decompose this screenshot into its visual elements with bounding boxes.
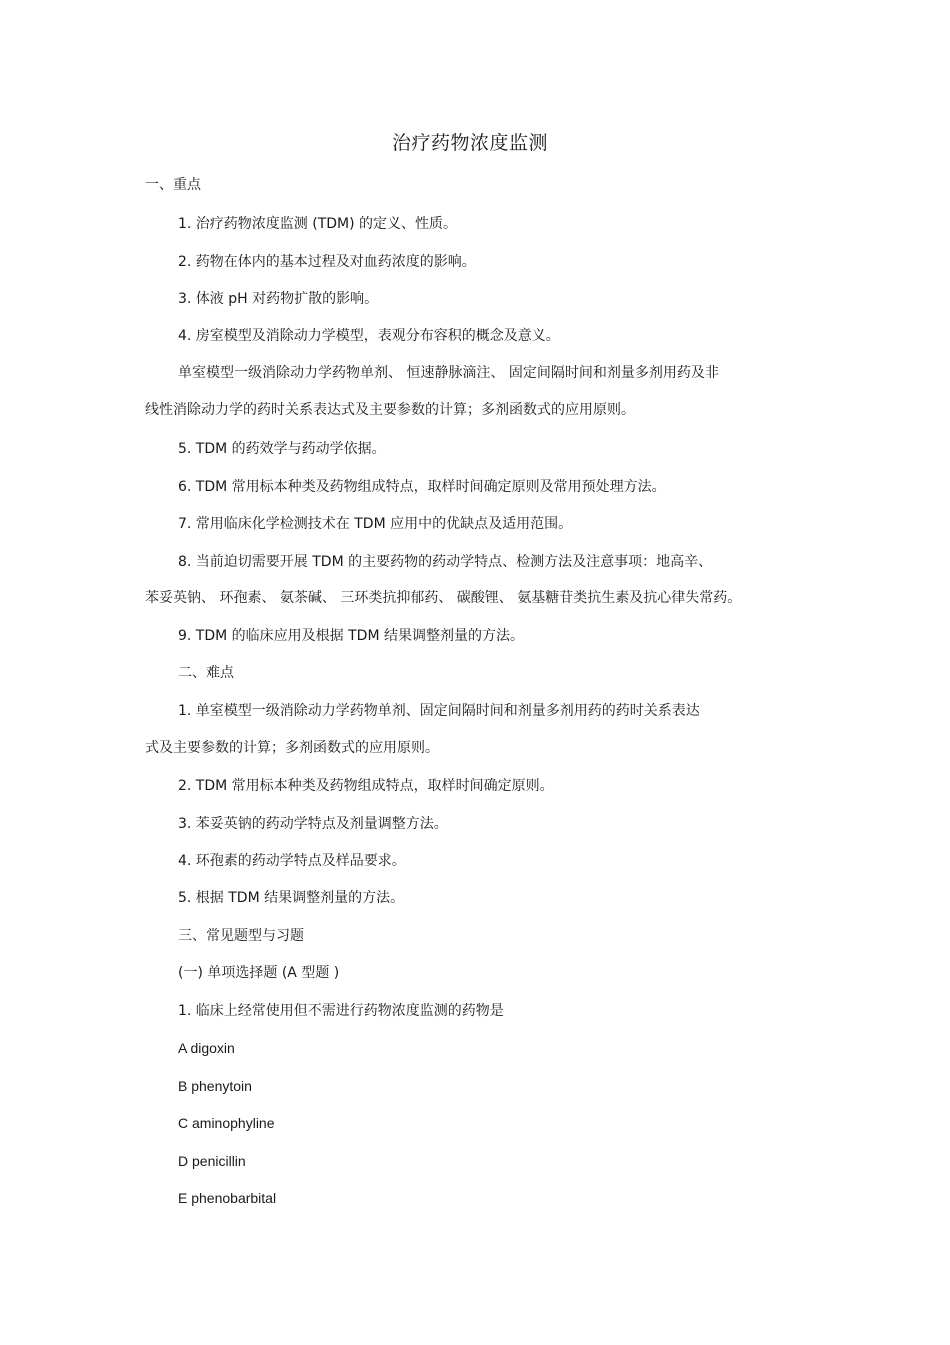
list-item: 7. 常用临床化学检测技术在 TDM 应用中的优缺点及适用范围。: [178, 516, 573, 532]
list-item: 5. TDM 的药效学与药动学依据。: [178, 441, 386, 457]
list-item: 4. 环孢素的药动学特点及样品要求。: [178, 853, 406, 869]
answer-option: B phenytoin: [178, 1078, 252, 1094]
list-item: 6. TDM 常用标本种类及药物组成特点，取样时间确定原则及常用预处理方法。: [178, 479, 666, 495]
answer-option: A digoxin: [178, 1040, 235, 1056]
list-item: 5. 根据 TDM 结果调整剂量的方法。: [178, 890, 405, 906]
paragraph-line: 式及主要参数的计算；多剂函数式的应用原则。: [145, 740, 439, 756]
answer-option: D penicillin: [178, 1153, 246, 1169]
list-item: 2. 药物在体内的基本过程及对血药浓度的影响。: [178, 254, 476, 270]
paragraph-line: 单室模型一级消除动力学药物单剂、 恒速静脉滴注、 固定间隔时间和剂量多剂用药及非: [178, 365, 719, 381]
list-item: 2. TDM 常用标本种类及药物组成特点，取样时间确定原则。: [178, 778, 554, 794]
list-item: 4. 房室模型及消除动力学模型，表观分布容积的概念及意义。: [178, 328, 560, 344]
paragraph-line: 线性消除动力学的药时关系表达式及主要参数的计算；多剂函数式的应用原则。: [145, 402, 635, 418]
section-heading-key-points: 一、重点: [145, 177, 201, 193]
subsection-heading: (一) 单项选择题 (A 型题 ): [178, 965, 340, 981]
section-heading-difficulties: 二、难点: [178, 665, 234, 681]
document-title: 治疗药物浓度监测: [391, 132, 548, 154]
answer-option: E phenobarbital: [178, 1190, 277, 1206]
list-item: 9. TDM 的临床应用及根据 TDM 结果调整剂量的方法。: [178, 628, 524, 644]
paragraph-line: 苯妥英钠、 环孢素、 氨茶碱、 三环类抗抑郁药、 碳酸锂、 氨基糖苷类抗生素及抗心律失常药。: [145, 590, 742, 606]
list-item: 3. 苯妥英钠的药动学特点及剂量调整方法。: [178, 816, 448, 832]
list-item: 3. 体液 pH 对药物扩散的影响。: [178, 291, 379, 307]
list-item: 1. 治疗药物浓度监测 (TDM) 的定义、性质。: [178, 216, 458, 232]
list-item: 8. 当前迫切需要开展 TDM 的主要药物的药动学特点、检测方法及注意事项：地高辛、: [178, 554, 713, 570]
question-text: 1. 临床上经常使用但不需进行药物浓度监测的药物是: [178, 1003, 504, 1019]
list-item: 1. 单室模型一级消除动力学药物单剂、固定间隔时间和剂量多剂用药的药时关系表达: [178, 703, 700, 719]
section-heading-exercises: 三、常见题型与习题: [178, 928, 304, 944]
answer-option: C aminophyline: [178, 1115, 275, 1131]
